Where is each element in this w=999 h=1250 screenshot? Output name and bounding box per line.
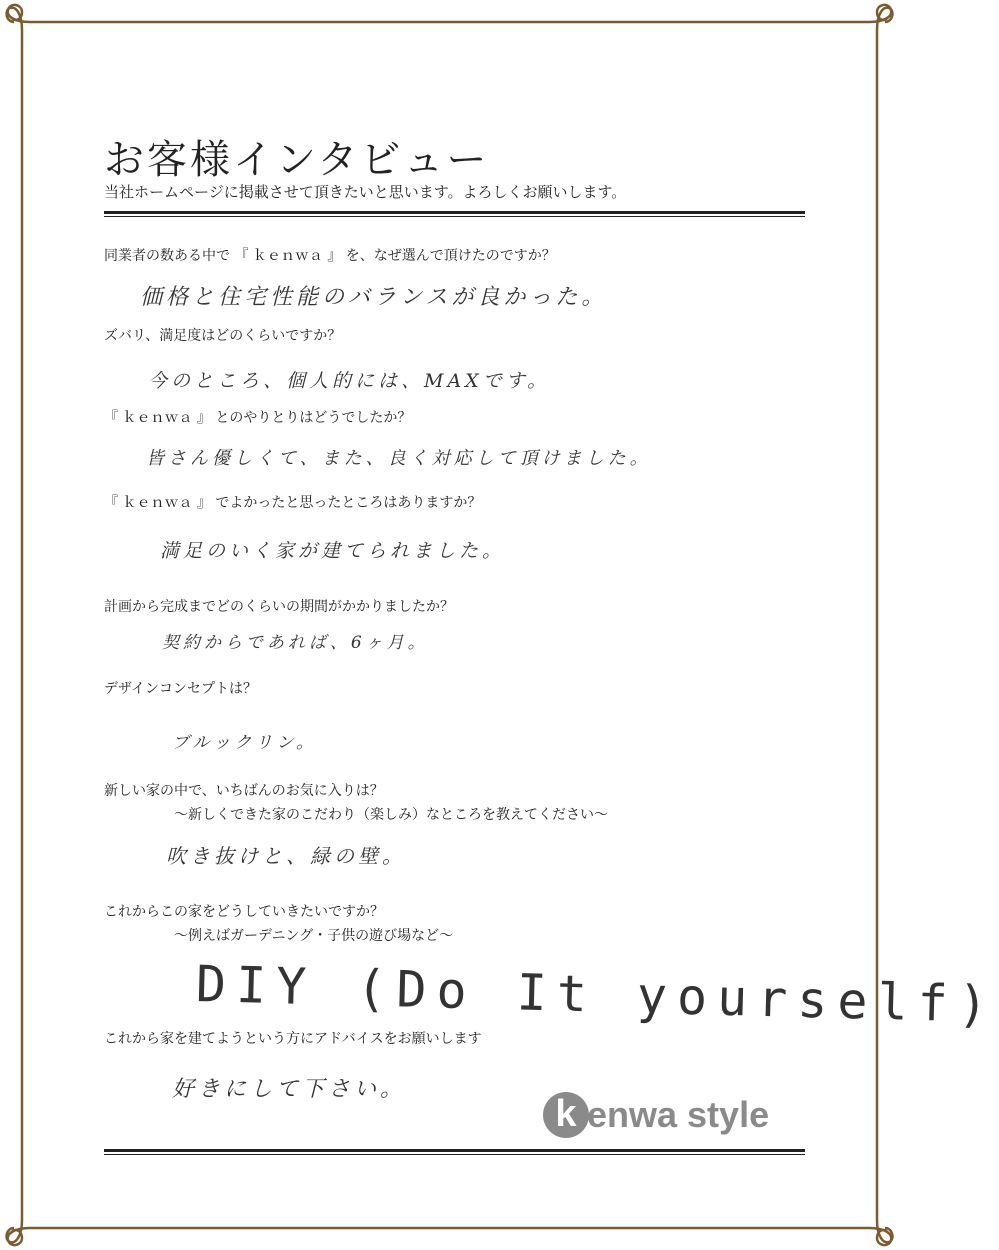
question-3-text: 『 ｋｅｎｗａ 』 とのやりとりはどうでしたか？ — [104, 410, 412, 426]
question-2 — [104, 325, 341, 345]
question-7-subtext: ～新しくできた家のこだわり（楽しみ）なところを教えてください～ — [174, 807, 608, 823]
answer-6: ブルックリン。 — [172, 733, 317, 753]
question-5-text: 計画から完成までどのくらいの期間がかかりましたか？ — [104, 599, 454, 615]
answer-7: 吹き抜けと、緑の壁。 — [166, 844, 406, 868]
logo-text: enwa style — [587, 1094, 770, 1135]
answer-2: 今のところ、個人的には、MAXです。 — [148, 370, 551, 392]
question-8-text: これからこの家をどうしていきたいですか？ — [104, 904, 384, 920]
question-4 — [104, 492, 481, 512]
question-9-text: これから家を建てようという方にアドバイスをお願いします — [104, 1031, 482, 1047]
logo-mark: k — [543, 1092, 589, 1138]
page-title: お客様インタビュー — [104, 137, 490, 183]
question-4-text: 『 ｋｅｎｗａ 』 でよかったと思ったところはありますか？ — [104, 495, 482, 511]
answer-4: 満足のいく家が建てられました。 — [160, 540, 506, 562]
page-subtitle: 当社ホームページに掲載させて頂きたいと思います。よろしくお願いします。 — [104, 183, 627, 201]
question-6-text: デザインコンセプトは？ — [104, 681, 258, 697]
header-divider — [104, 211, 805, 217]
kenwa-style-logo — [543, 1092, 803, 1142]
question-9 — [104, 1028, 482, 1048]
question-8 — [104, 901, 453, 945]
question-5 — [104, 596, 454, 616]
answer-9: 好きにして下さい。 — [172, 1077, 407, 1102]
question-3 — [104, 407, 411, 427]
answer-3: 皆さん優しくて、また、良く対応して頂けました。 — [146, 448, 652, 469]
question-7 — [104, 780, 608, 824]
question-1-text: 同業者の数ある中で 『 ｋｅｎｗａ 』 を、なぜ選んで頂けたのですか？ — [104, 248, 556, 264]
question-1 — [104, 245, 556, 265]
question-7-text: 新しい家の中で、いちばんのお気に入りは？ — [104, 783, 384, 799]
question-8-subtext: ～例えばガーデニング・子供の遊び場など～ — [174, 928, 454, 944]
footer-divider — [104, 1149, 805, 1155]
question-6 — [104, 678, 257, 698]
question-2-text: ズバリ、満足度はどのくらいですか？ — [104, 328, 342, 344]
answer-1: 価格と住宅性能のバランスが良かった。 — [140, 285, 608, 310]
answer-5: 契約からであれば、6ヶ月。 — [162, 633, 429, 653]
answer-8: DIY (Do It yourself) — [195, 955, 999, 1034]
